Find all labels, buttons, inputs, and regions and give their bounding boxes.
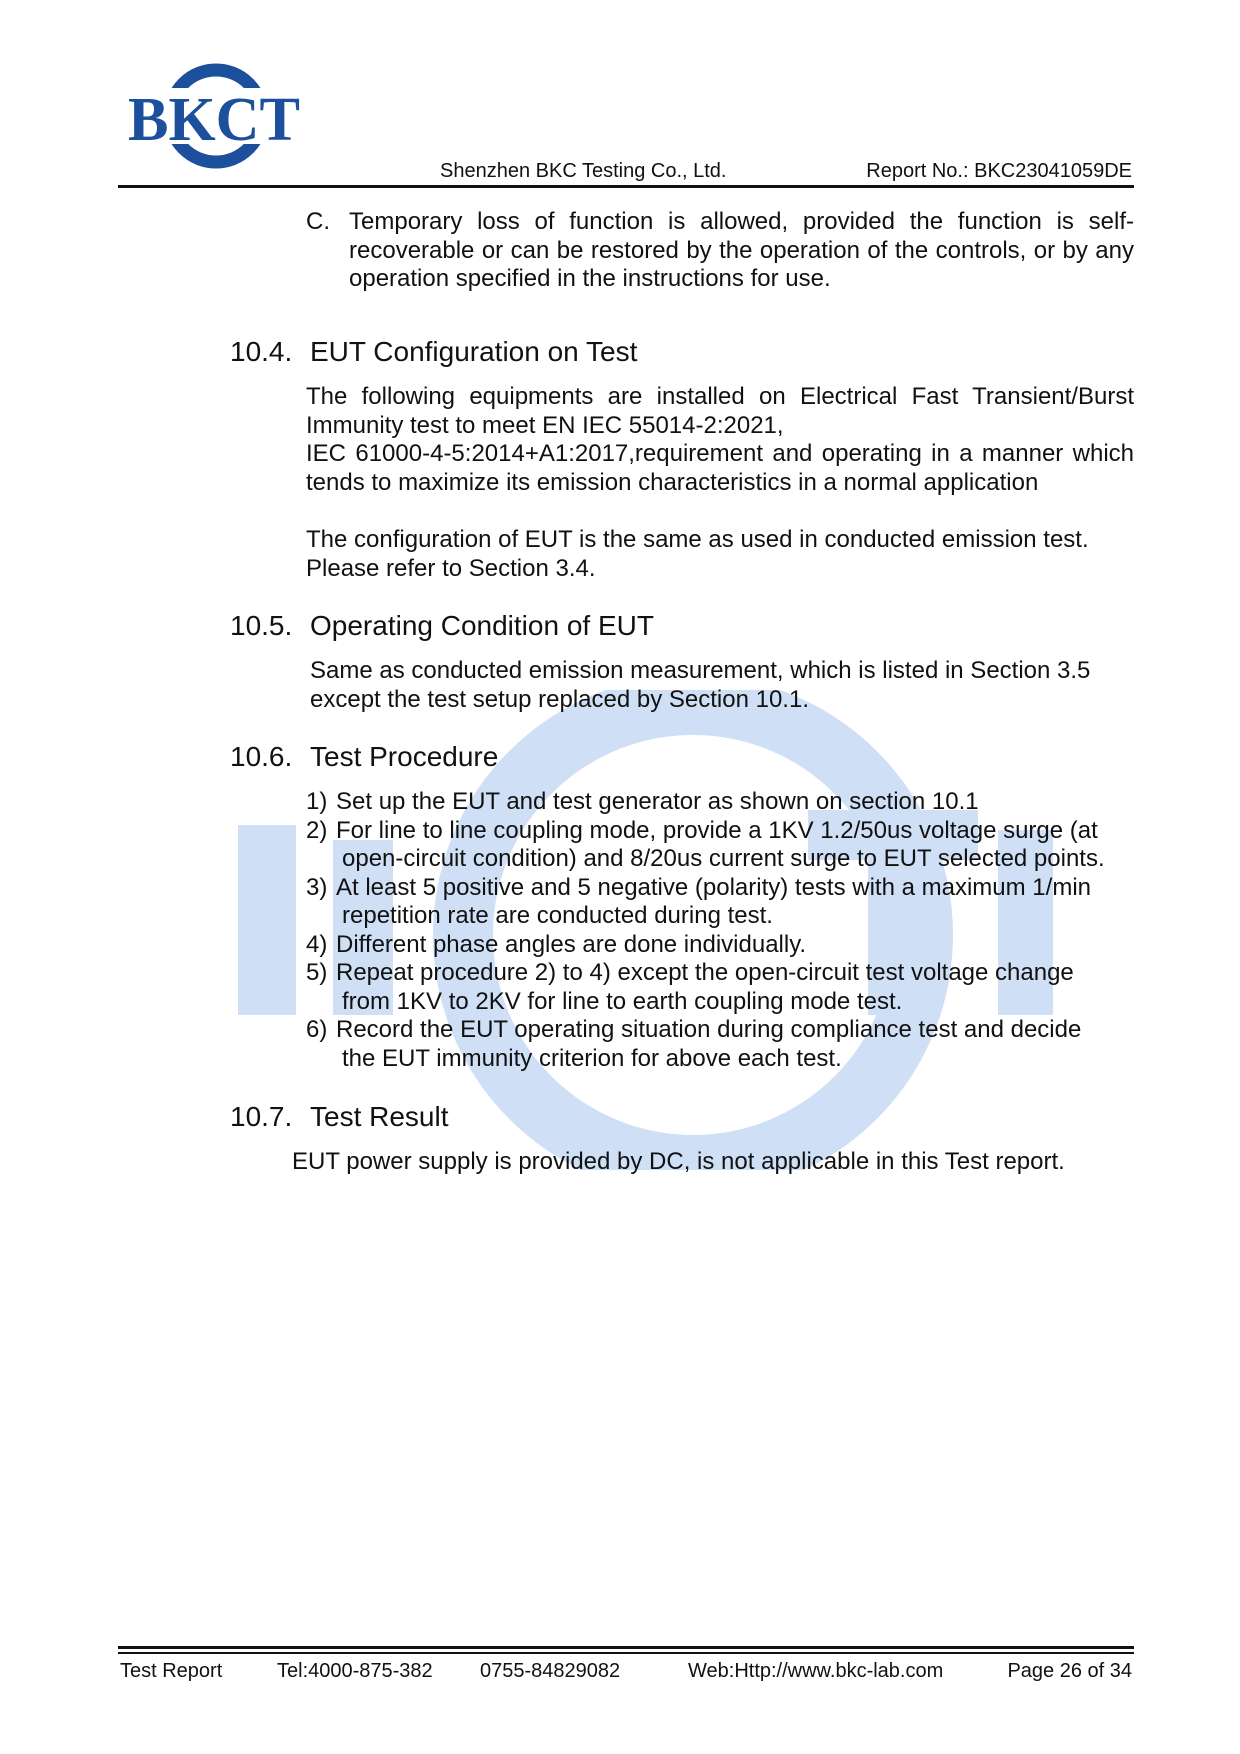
procedure-item-5 [306,959,1134,1016]
header-report-number: Report No.: BKC23041059DE [866,160,1132,182]
section-10-7-paragraph: EUT power supply is provided by DC, is not applicable in this Test report. [292,1148,1065,1175]
section-10-4-number: 10.4. [230,336,293,367]
procedure-item-text: Repeat procedure 2) to 4) except the open-circuit test voltage change [336,959,1074,986]
procedure-item-6 [306,1016,1134,1073]
section-10-5-heading [230,609,654,643]
section-10-4-p2-line1: The configuration of EUT is the same as used in conducted emission test. [306,526,1089,553]
procedure-item-label: 2) [306,816,328,844]
section-10-4-p1-line2: IEC 61000-4-5:2014+A1:2017,requirement and operating in a manner which tends to maximize its emission characteristics in a normal application [306,440,1134,496]
criterion-c-label: C. [306,208,330,235]
procedure-item-continuation: repetition rate are conducted during test. [342,902,773,929]
footer-phone: 0755-84829082 [480,1660,621,1682]
section-10-5-paragraph: Same as conducted emission measurement, which is listed in Section 3.5 except the test setup replaced by Section 10.1. [310,657,1091,713]
procedure-item-label: 3) [306,873,328,901]
section-10-4-p2-line2: Please refer to Section 3.4. [306,554,596,582]
section-10-7-number: 10.7. [230,1101,293,1132]
procedure-item-text: Set up the EUT and test generator as shown on section 10.1 [336,788,979,815]
procedure-item-continuation: from 1KV to 2KV for line to earth coupling mode test. [342,987,903,1015]
logo-text: BKCT [128,86,300,154]
procedure-item-text: Record the EUT operating situation during compliance test and decide [336,1016,1082,1043]
section-10-4-p1-line1: The following equipments are installed on Electrical Fast Transient/Burst Immunity test to meet EN IEC 55014-2:2021, [306,383,1134,439]
procedure-item-label: 4) [306,930,328,958]
header-rule [118,185,1134,188]
footer-rule-thick [118,1646,1134,1649]
procedure-item-text: Different phase angles are done individually. [336,930,807,958]
section-10-7-heading [230,1100,449,1134]
procedure-list [306,788,1134,1073]
section-10-5-number: 10.5. [230,610,293,641]
section-10-7-title: Test Result [310,1101,449,1132]
procedure-item-1 [306,788,1134,817]
section-10-4-paragraph-1 [306,383,1134,497]
procedure-item-2 [306,817,1134,874]
section-10-4-heading [230,335,637,369]
procedure-item-text: For line to line coupling mode, provide a 1KV 1.2/50us voltage surge (at [336,816,1098,844]
procedure-item-label: 1) [306,788,328,815]
section-10-4-paragraph-2 [306,526,1134,583]
procedure-item-continuation: the EUT immunity criterion for above each test. [342,1044,842,1072]
footer-tel: Tel:4000-875-382 [277,1660,433,1682]
header-company: Shenzhen BKC Testing Co., Ltd. [440,160,727,182]
criterion-c-text: Temporary loss of function is allowed, provided the function is self-recoverable or can be restored by the operation of the controls, or by any operation specified in the instructions for use. [349,208,1134,292]
procedure-item-label: 5) [306,959,328,986]
procedure-item-3 [306,874,1134,931]
procedure-item-text: At least 5 positive and 5 negative (polarity) tests with a maximum 1/min [336,873,1091,901]
footer-web: Web:Http://www.bkc-lab.com [688,1660,944,1682]
section-10-6-heading [230,740,498,774]
procedure-item-label: 6) [306,1016,328,1043]
section-10-5-title: Operating Condition of EUT [310,610,654,641]
bkct-logo [126,62,302,174]
footer-page-number: Page 26 of 34 [1007,1660,1132,1682]
section-10-4-title: EUT Configuration on Test [310,336,638,367]
criterion-c [306,208,1134,294]
footer-rule-thin [118,1652,1134,1654]
section-10-6-title: Test Procedure [310,741,499,772]
footer-label: Test Report [120,1660,223,1682]
procedure-item-4 [306,931,1134,960]
procedure-item-continuation: open-circuit condition) and 8/20us current surge to EUT selected points. [342,845,1105,872]
section-10-6-number: 10.6. [230,741,293,772]
